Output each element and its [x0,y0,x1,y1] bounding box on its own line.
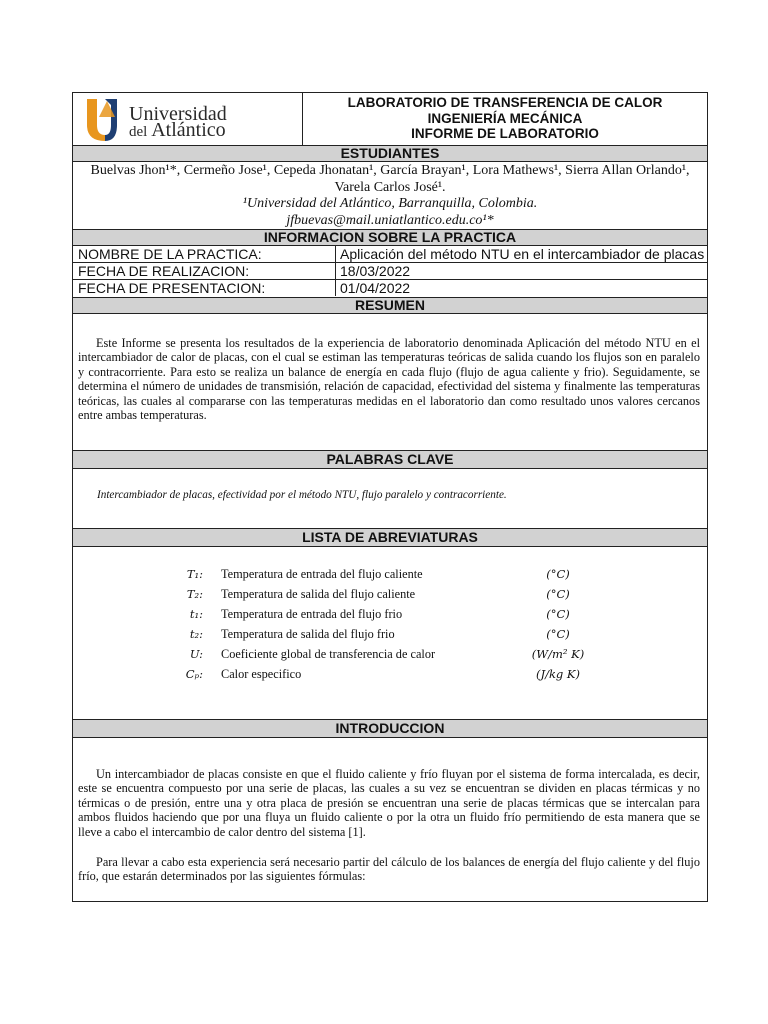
abbr-row [73,627,707,647]
title-program: INGENIERÍA MECÁNICA [427,110,583,126]
abbr-symbol: T₁: [186,567,203,581]
authors-line1: Buelvas Jhon¹*, Cermeño Jose¹, Cepeda Jhonatan¹, García Brayan¹, Lora Mathews¹, Sierra Allan Orlando¹, [90,163,690,178]
abbr-symbol: T₂: [186,587,203,601]
authors-block [73,163,707,229]
abbr-row [73,567,707,587]
contact-email: jfbuevas@mail.uniatlantico.edu.co¹* [286,212,494,228]
info-value: 01/04/2022 [335,280,707,296]
introduction-para1-body: Un intercambiador de placas consiste en que el fluido caliente y frío fluyan por el sistema de forma intercalada, es decir, este se encuentra compuesto por una serie de placas, las cuales a su vez se encuentran se dividen en placas térmicas y no térmicas o de presión, entre una y otra placa de presión se encuentran una serie de placas térmicas que se intercalan para ambos fluidos haciendo que por una fluya un fluido caliente o por la otra un fluido frío permitiendo de esta manera que se lleve a cabo el intercambio de calor dentro del sistema [1]. [78,767,700,839]
abbr-symbol: Cₚ: [185,667,203,681]
keywords-heading: PALABRAS CLAVE [73,450,707,469]
abbr-unit: (°C) [546,607,570,621]
info-row-date-submitted [73,280,707,297]
abbr-unit: (°C) [546,627,570,641]
abbr-row [73,607,707,627]
abbr-unit: (°C) [546,587,570,601]
abbr-desc: Temperatura de entrada del flujo frio [221,607,403,621]
abstract-heading: RESUMEN [73,297,707,314]
title-report: INFORME DE LABORATORIO [411,126,599,141]
students-heading: ESTUDIANTES [73,145,707,162]
logo-text-line1: Universidad [129,103,227,125]
info-key: FECHA DE PRESENTACION: [78,280,266,296]
logo-text-atlantico: Atlántico [151,119,226,141]
abbreviations-heading: LISTA DE ABREVIATURAS [73,528,707,547]
abbr-symbol: t₁: [189,607,203,621]
introduction-para1 [78,767,700,839]
abbr-unit: (W/m² K) [531,647,585,661]
keywords-text: Intercambiador de placas, efectividad por el método NTU, flujo paralelo y contracorriente. [97,489,507,501]
logo-text-del: del [129,124,148,140]
authors-line2: Varela Carlos José¹. [334,179,446,195]
abbr-desc: Coeficiente global de transferencia de calor [221,647,436,661]
introduction-para2-body: Para llevar a cabo esta experiencia será necesario partir del cálculo de los balances de energía del flujo caliente y del flujo frío, que estarán determinados por las siguientes fórmulas: [78,855,700,884]
abbr-desc: Temperatura de salida del flujo frio [221,627,395,641]
university-emblem-icon [83,95,127,143]
info-row-name [73,246,707,263]
info-key: FECHA DE REALIZACION: [78,263,250,279]
abbr-desc: Temperatura de salida del flujo caliente [221,587,416,601]
abbr-symbol: U: [189,647,203,661]
abbr-desc: Temperatura de entrada del flujo caliente [221,567,423,581]
abbr-unit: (°C) [546,567,570,581]
affiliation: ¹Universidad del Atlántico, Barranquilla, Colombia. [242,196,538,211]
abbr-row [73,647,707,667]
abbr-row [73,667,707,687]
practice-info-heading: INFORMACION SOBRE LA PRACTICA [73,229,707,246]
university-logo [73,93,303,145]
abbr-unit: (J/kg K) [535,667,581,681]
abstract-text [78,336,700,422]
info-key: NOMBRE DE LA PRACTICA: [78,246,262,262]
introduction-para2 [78,855,700,884]
report-titles [303,93,707,145]
introduction-heading: INTRODUCCION [73,719,707,738]
logo-text-line2 [129,119,226,142]
info-value: Aplicación del método NTU en el intercambiador de placas [335,246,707,262]
abbr-desc: Calor especifico [221,667,302,681]
abbr-row [73,587,707,607]
title-lab: LABORATORIO DE TRANSFERENCIA DE CALOR [347,95,663,110]
report-frame [72,92,708,902]
abbr-symbol: t₂: [189,627,203,641]
info-row-date-done [73,263,707,280]
info-value: 18/03/2022 [335,263,707,279]
abstract-body: Este Informe se presenta los resultados de la experiencia de laboratorio denominada Aplicación del método NTU en el intercambiador de calor de placas, con el cual se estiman las temperaturas teóricas de salida cuando los flujos son en paralelo y contracorriente. Para esto se realiza un balance de energía en cada flujo (flujo de agua caliente y frio). Seguidamente, se determina el número de unidades de transmisión, relación de capacidad, efectividad del sistema y finalmente las temperaturas teóricas, las cuales al compararse con las temperaturas medidas en el laboratorio dan como resultado unos valores cercanos entre ambas temperaturas. [78,336,700,423]
